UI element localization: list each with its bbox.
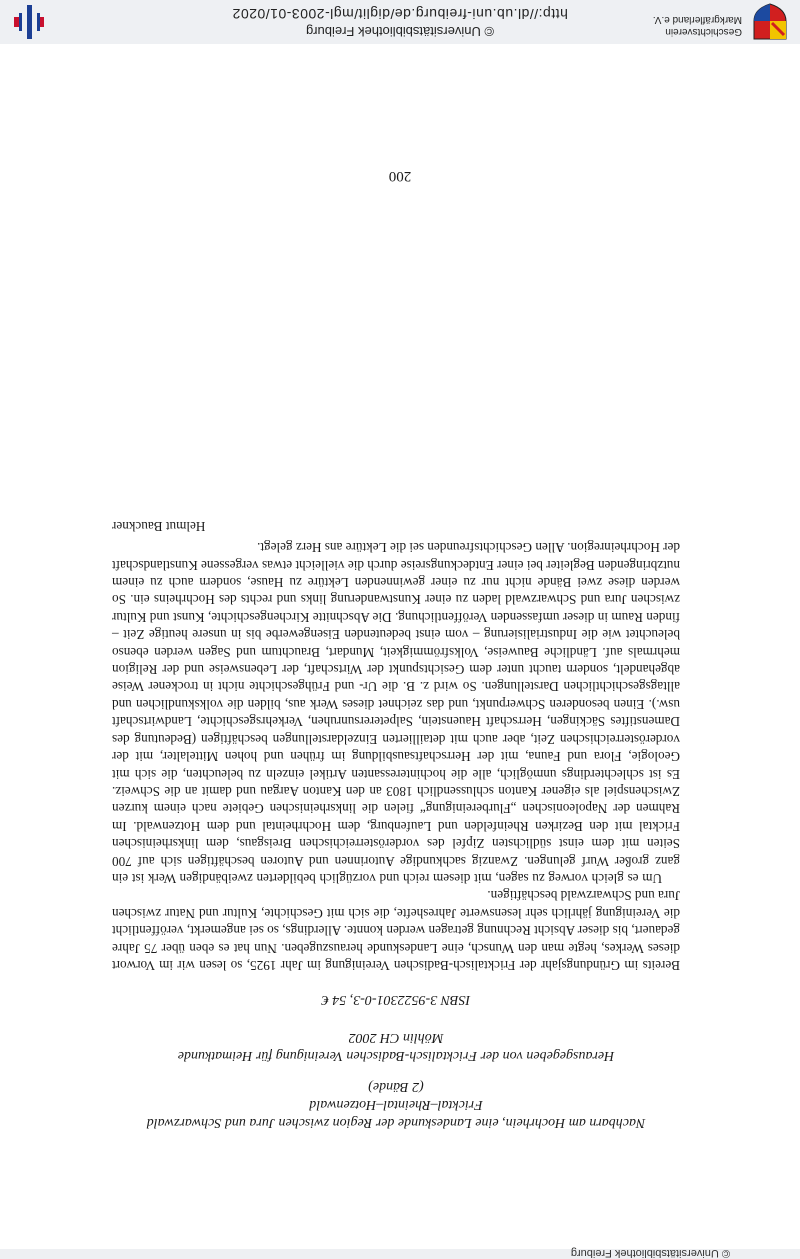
book-title-line: Nachbarn am Hochrhein, eine Landeskunde der Region zwischen Jura und Schwarzwald xyxy=(146,1115,646,1130)
footer-copyright: © Universitätsbibliothek Freiburg xyxy=(305,24,495,39)
review-paragraph: Um es gleich vorweg zu sagen, mit diesem reich und vorzüglich bebilderten zweibändigen Werk ist ein ganz großer Wurf gelungen. Zwanzig sachkundige Autorinnen und Autoren beschäftigen sich auf 700 Seiten mit dem einst südlichsten Zipfel des vorderösterreichischen Breisgaus, dem linksrheinischen Fricktal mit den Bezirken Rheinfelden und Laufenburg, dem Hochrheintal und dem Hotzenwald. Im Rahmen der Napoleonischen „Flurbereinigung“ fielen die linksrheinischen Gebiete nach einem kurzen Zwischenspiel als eigener Kanton schlussendlich 1803 an den Kanton Aargau und damit an die Schweiz. Es ist schlechterdings unmöglich, alle die hochinteressanten Artikel einzeln zu beleuchten, die sich mit Geologie, Flora und Fauna, mit der Herrschaftsausbildung im frühen und hohen Mittelalter, mit der vorderösterreichischen Zeit, aber auch mit detaillierten Einzeldarstellungen beschäftigen (Bedeutung des Damenstiftes Säckingen, Herrschaft Hauenstein, Salpeterersunruhen, Verkehrsgeschichte, Landwirtschaft usw.). Einen besonderen Schwerpunkt, und das zeichnet dieses Werk aus, bilden die volkskundlichen und alltagsgeschichtlichen Darstellungen. So wird z. B. die Ur- und Frühgeschichte nicht in trockener Weise abgehandelt, sondern taucht unter dem Gesichtspunkt der Wirtschaft, der Lebensweise und der Religion mehrmals auf. Ländliche Bauweise, Volksfrömmigkeit, Mundart, Brauchtum und Sagen werden ebenso beleuchtet wie die Industrialisierung – vom einst bedeutenden Eisengewerbe bis in unsere heutige Zeit – finden Raum in dieser umfassenden Veröffentlichung. Die Abschnitte Kirchengeschichte, Kunst und Kultur zwischen Jura und Schwarzwald laden zu einer Kunstwanderung links und rechts des Hochrheins ein. So werden diese zwei Bände nicht nur zu einer gewinnenden Lektüre zu Hause, sondern auch zu einem nutzbringenden Begleiter bei einer Entdeckungsreise durch die vielleicht etwas vergessene Kunstlandschaft der Hochrheinregion. Allen Geschichtsfreunden sei die Lektüre ans Herz gelegt. xyxy=(112,540,680,886)
footer-url[interactable]: http://dl.ub.uni-freiburg.de/diglit/mgl-2003-01/0202 xyxy=(232,6,568,22)
book-title xyxy=(112,1077,680,1131)
top-strip-text: © Universitätsbibliothek Freiburg xyxy=(570,1247,730,1259)
publication-place-line: Möhlin CH 2002 xyxy=(348,1030,444,1045)
society-line: Markgräflerland e.V. xyxy=(652,14,742,25)
page-number: 200 xyxy=(388,168,412,184)
university-logo xyxy=(6,3,50,41)
isbn-line: ISBN 3-9522301-0-3, 54 € xyxy=(321,992,471,1007)
book-volumes-line: (2 Bände) xyxy=(368,1079,424,1094)
editor-line: Herausgegeben von der Fricktalisch-Badischen Vereinigung für Heimatkunde xyxy=(177,1048,615,1063)
book-subtitle-line: Fricktal–Rheintal–Hotzenwald xyxy=(309,1097,483,1112)
footer-text xyxy=(0,6,800,39)
book-editor xyxy=(112,1028,680,1064)
review-author: Helmut Bauckner xyxy=(112,518,206,534)
society-line: Geschichtsverein xyxy=(665,26,742,37)
review-paragraph: Bereits im Gründungsjahr der Fricktalisch-Badischen Vereinigung im Jahr 1925, so lesen wir im Vorwort dieses Werkes, hegte man den Wunsch, eine Landeskunde herauszugeben. Nun hat es eben über 75 Jahre gedauert, bis dieser Absicht Rechnung getragen werden konnte. Allerdings, so sei angemerkt, veröffentlicht die Vereinigung jährlich sehr lesenswerte Jahreshefte, die sich mit Geschichte, Kultur und Natur zwischen Jura und Schwarzwald beschäftigen. xyxy=(112,888,680,973)
review-body xyxy=(112,517,680,974)
